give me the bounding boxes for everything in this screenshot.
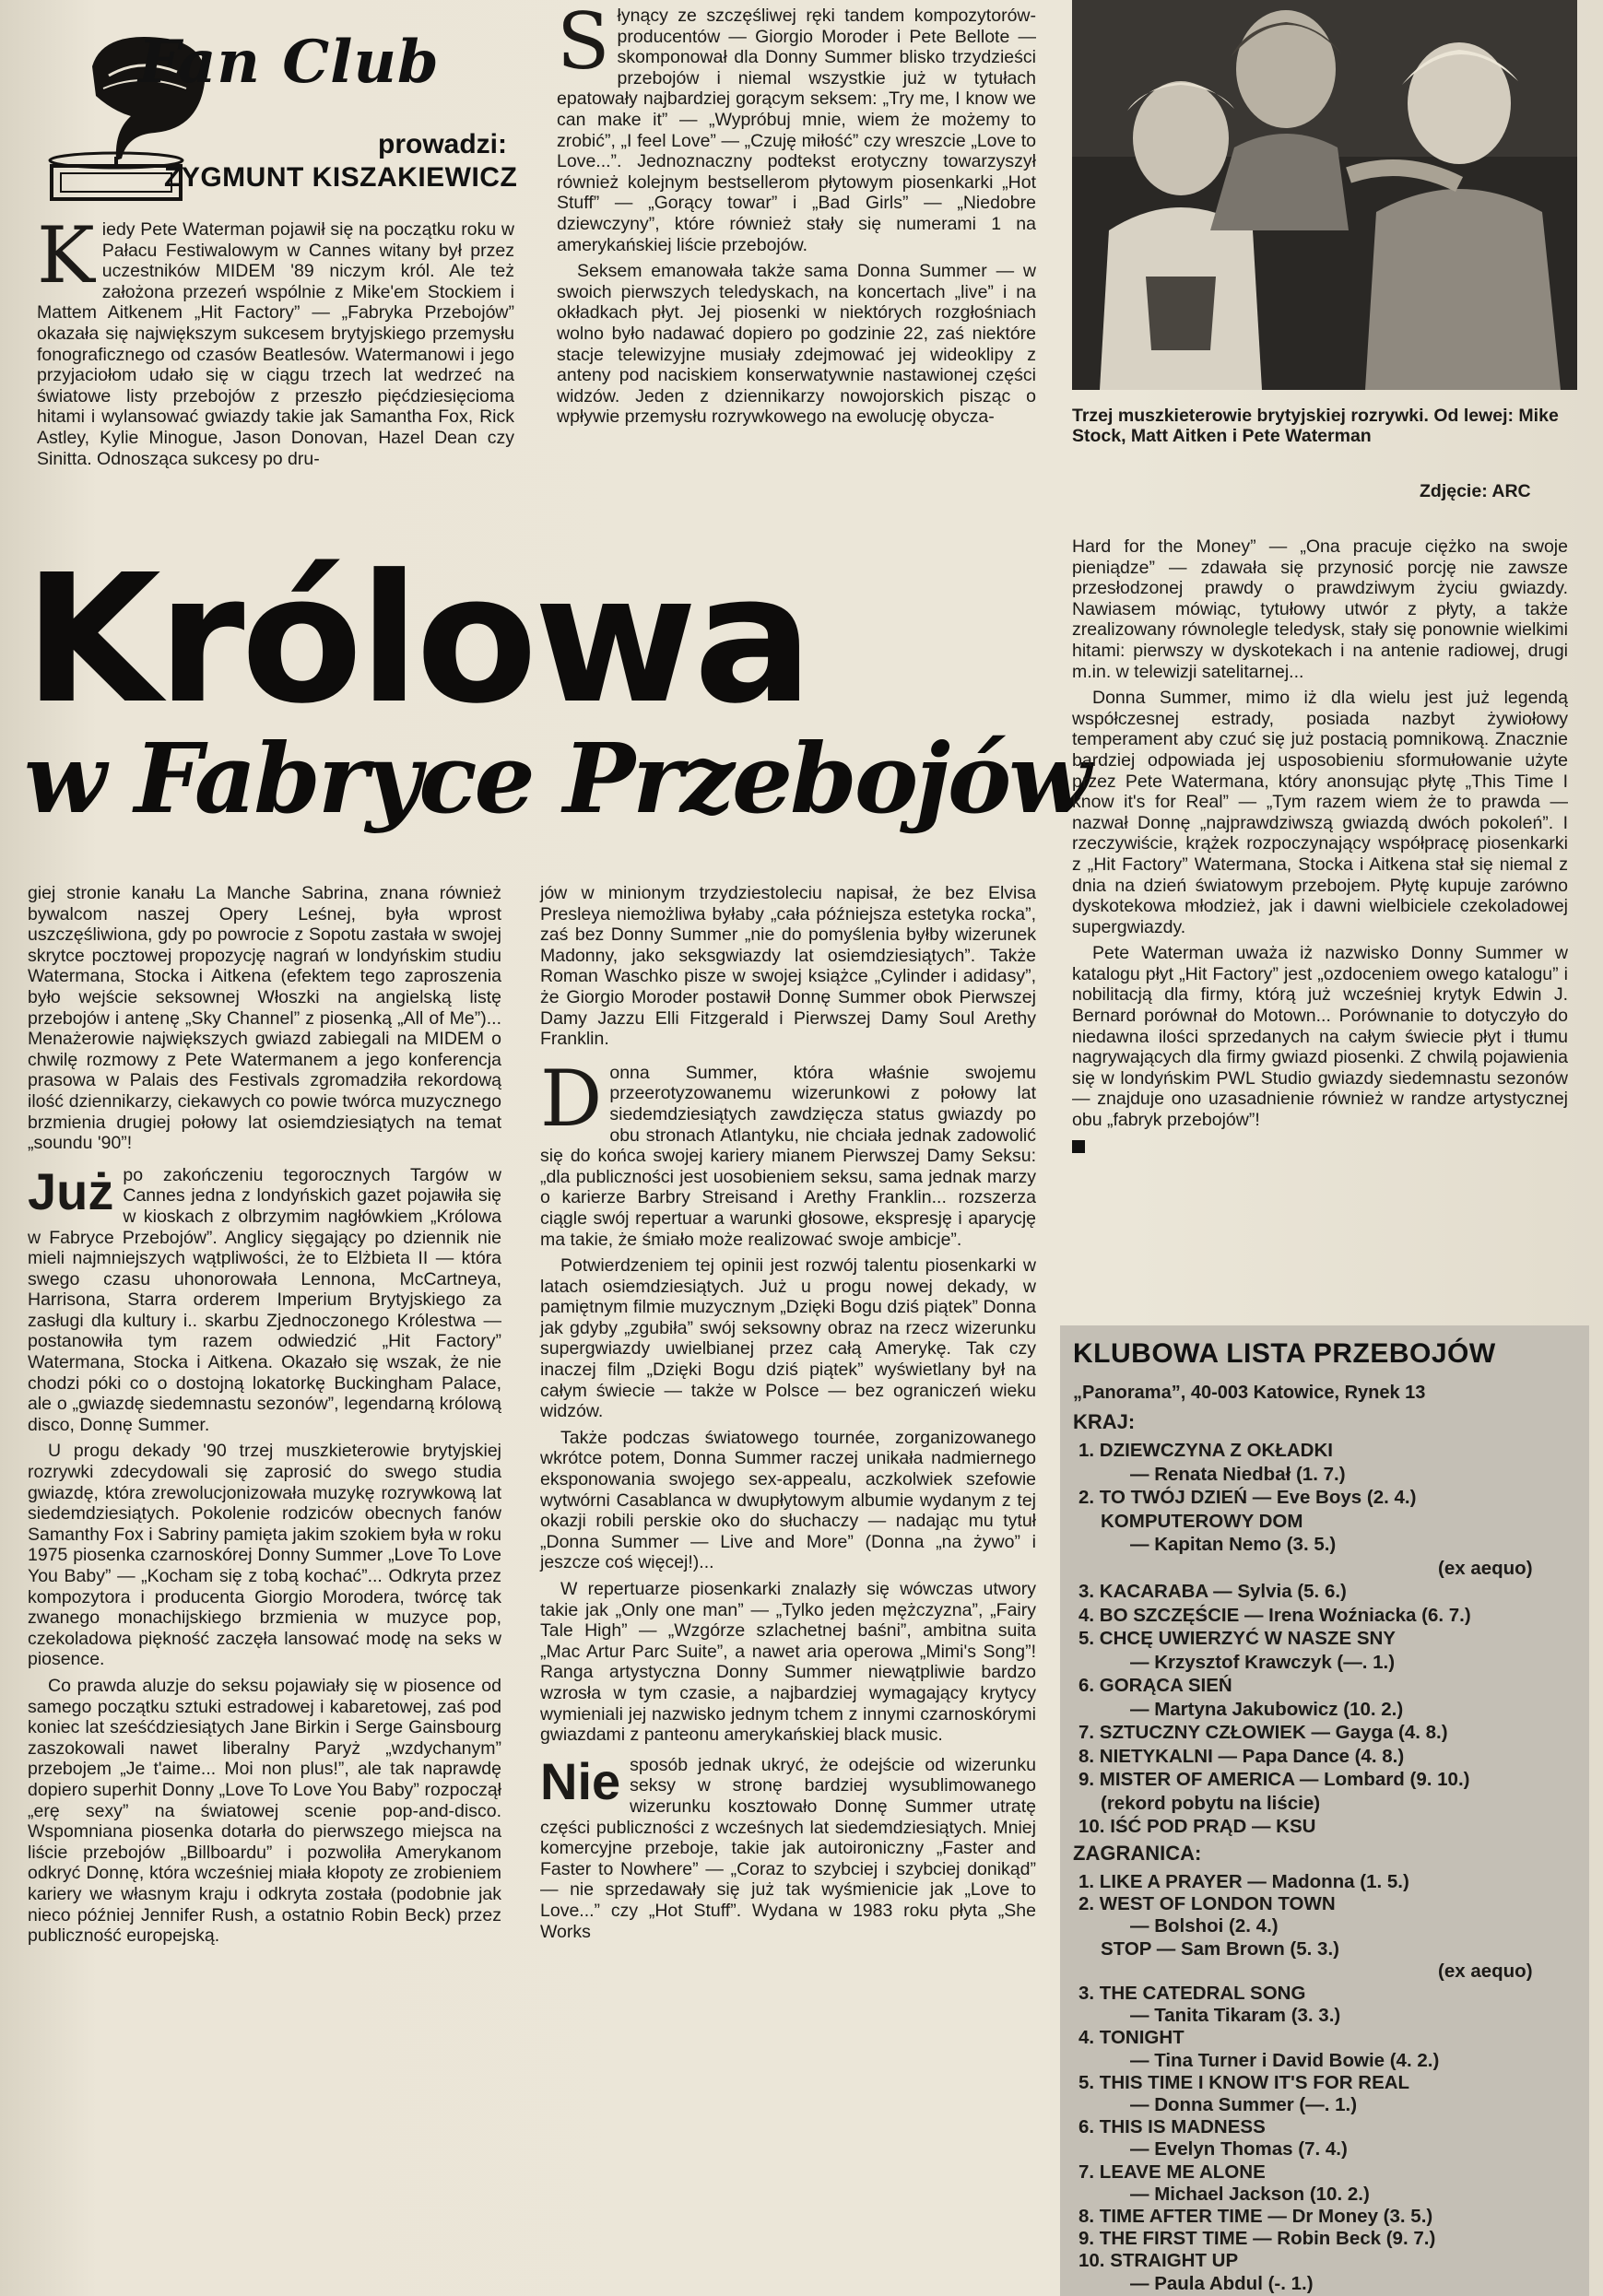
domestic-line: 5. CHCĘ UWIERZYĆ W NASZE SNY [1078, 1628, 1396, 1649]
domestic-line: — Kapitan Nemo (3. 5.) [1130, 1534, 1337, 1555]
col2-dropcap: S [557, 0, 610, 87]
b2-dropcap-2: Nie [540, 1751, 621, 1810]
foreign-line: — Donna Summer (—. 1.) [1130, 2094, 1358, 2115]
foreign-line: 7. LEAVE ME ALONE [1078, 2161, 1266, 2183]
b1-p3: U progu dekady '90 trzej muszkieterowie brytyjskiej rozrywki zdecydowali się zaprosić do swego studia gwiazdę, która zrewolucjonizowała muzykę rozrywkową lat siedemdziesiątych. Pokolenie rodziców obecnych fanów Samanthy Fox i Sabriny pamięta jakim szokiem była w roku 1975 piosenka czarnoskórej Donny Summer „Love To Love You Baby” — „Kocham się z tobą kochać”... Odkryta przez kompozytora i producenta Giorgio Morodera, twórcę tak zwanego monachijskiego brzmienia w muzyce pop, czekoladowa piękność zaczęła lansować modę na seks w piosence. [28, 1441, 501, 1670]
foreign-line: 8. TIME AFTER TIME — Dr Money (3. 5.) [1078, 2206, 1433, 2227]
b2-p5: W repertuarze piosenkarki znalazły się wówczas utwory takie jak „Only one man” — „Tylko jeden mężczyzna”, „Fairy Tale High” — „Wzgórze szlachetnej baśni”, ambitna suita „Mac Artur Parc Suite”, a nawet aria operowa „Mimi's Song”! Ranga artystyczna Donny Summer niewątpliwie bardzo wzrosła w tym czasie, a najbardziej wymagający krytycy wymieniali jej nazwisko jednym tchem z innymi czarnoskórymi gwiazdami z panteonu amerykańskiej black music. [540, 1579, 1036, 1746]
b1-dropcap: Już [28, 1161, 114, 1220]
col3-p2: Donna Summer, mimo iż dla wielu jest już legendą współczesnej estrady, posiada nazbyt żywiołowy temperament aby czuć się już postacią pomnikową. Znacznie bardziej odpowiada jej usposobieniu sformułowanie użyte przez Pete Watermana, który anonsując płytę „This Time I know it's for Real” — „Tym razem wiem że to prawda — nazwał Donnę „najprawdziwszą gwiazdą dwóch pokoleń”. I rzeczywiście, krążek rozpoczynający współpracę piosenkarki z „Hit Factory” Watermana, Stocka i Aitkena stał się niemal z dnia na dzień światowym przebojem. Płytę kupuje zarówno dyskotekowa młodzież, jak i dawni wielbiciele czekoladowej supergwiazdy. [1072, 688, 1568, 937]
foreign-line: — Tanita Tikaram (3. 3.) [1130, 2005, 1341, 2027]
b2-p6: sposób jednak ukryć, że odejście od wizerunku seksy w stronę bardziej wysublimowanego wizerunku kosztowało Donnę Summer utratę części publiczności z wcześnych lat siedemdziesiątych. Mniej komercyjne przeboje, takie jak autoironiczny „Faster and Faster to Nowhere” — „Coraz to szybciej i szybciej donikąd” — nie sprzedawały się już tak wyśmienicie jak „Love to Love...” czy „Hot Stuff”. Wydana w 1983 roku płyta „She Works [540, 1754, 1036, 1942]
top-column-2 [557, 0, 1036, 433]
chart-box [1060, 1325, 1589, 2296]
chart-foreign-label: ZAGRANICA: [1073, 1842, 1202, 1865]
foreign-line: — Michael Jackson (10. 2.) [1130, 2183, 1370, 2205]
chart-title: KLUBOWA LISTA PRZEBOJÓW [1073, 1338, 1496, 1369]
chart-domestic-label: KRAJ: [1073, 1410, 1136, 1433]
foreign-line: 9. THE FIRST TIME — Robin Beck (9. 7.) [1078, 2228, 1436, 2250]
article-subtitle: w Fabryce Przebojów [24, 722, 1089, 835]
foreign-line: 2. WEST OF LONDON TOWN [1078, 1893, 1336, 1915]
foreign-line: 1. LIKE A PRAYER — Madonna (1. 5.) [1078, 1871, 1409, 1892]
bottom-column-1 [28, 883, 501, 1952]
foreign-line: 3. THE CATEDRAL SONG [1078, 1983, 1306, 2004]
b2-p2: onna Summer, która właśnie swojemu przeerotyzowanemu wizerunkowi z połowy lat siedemdziesiątych zawdzięcza status gwiazdy po obu stronach Atlantyku, nie chciała jednak zadowolić się do końca swojej kariery mianem Pierwszej Damy Seksu: „dla publiczności jest uosobieniem seksu, sama jednak marzy o karierze Barbry Streisand i Arethy Franklin... rozszerza ciągle swój repertuar a warunki głosowe, ekspresję i aparycję ma takie, że śmiało może realizować swoje ambicje”. [540, 1062, 1036, 1250]
foreign-line: — Tina Turner i David Bowie (4. 2.) [1130, 2049, 1440, 2071]
b1-p2: po zakończeniu tegorocznych Targów w Cannes jedna z londyńskich gazet pojawiła się w kioskach z olbrzymim nagłówkiem „Królowa w Fabryce Przebojów”. Anglicy sięgający po dziennik nie mieli najmniejszych wątpliwości, że to Elżbieta II — która swego czasu uhonorowała Lennona, McCartneya, Harrisona, Starra orderem Imperium Brytyjskiego za zasługi dla kultury i.. skarbu Zjednoczonego Królestwa — postanowiła tym razem odwiedzić „Hit Factory” Watermana, Stocka i Aitkena. Okazało się wszak, że nie chodzi póki co o dostojną lokatorkę Buckingham Palace, ale o „gwiazdę siedemnastu sezonów”, legendarną królową disco, Donnę Summer. [28, 1164, 501, 1435]
domestic-line: 6. GORĄCA SIEŃ [1078, 1675, 1232, 1696]
foreign-line: 4. TONIGHT [1078, 2027, 1185, 2049]
domestic-line: 7. SZTUCZNY CZŁOWIEK — Gayga (4. 8.) [1078, 1722, 1448, 1743]
b2-p1: jów w minionym trzydziestoleciu napisał, że bez Elvisa Presleya niemożliwa byłaby „cała późniejsza estetyka rocka”, zaś bez Donny Summer „nie do pomyślenia byłby wizerunek Madonny, jako seksgwiazdy lat osiemdziesiątych”. Także Roman Waschko pisze w swojej książce „Cylinder i adidasy”, że Giorgio Moroder postawił Donnę Summer obok Pierwszej Damy Jazzu Elli Fitzgerald i Pierwszej Damy Soul Arethy Franklin. [540, 883, 1036, 1050]
domestic-line: 4. BO SZCZĘŚCIE — Irena Woźniacka (6. 7.) [1078, 1604, 1471, 1626]
host-name: ZYGMUNT KISZAKIEWICZ [164, 162, 518, 193]
domestic-line: 1. DZIEWCZYNA Z OKŁADKI [1078, 1440, 1333, 1461]
photo-three-musketeers [1072, 0, 1577, 390]
foreign-line: 6. THIS IS MADNESS [1078, 2116, 1266, 2138]
domestic-line: 2. TO TWÓJ DZIEŃ — Eve Boys (2. 4.) [1078, 1487, 1417, 1508]
domestic-line: 3. KACARABA — Sylvia (5. 6.) [1078, 1581, 1347, 1602]
group-photo-image [1072, 0, 1577, 390]
domestic-line: — Renata Niedbał (1. 7.) [1130, 1463, 1346, 1485]
end-mark [1072, 1140, 1085, 1153]
b2-dropcap: D [540, 1053, 603, 1144]
foreign-line: STOP — Sam Brown (5. 3.) [1101, 1937, 1339, 1960]
domestic-line: (ex aequo) [1438, 1557, 1533, 1579]
domestic-line: — Krzysztof Krawczyk (—. 1.) [1130, 1651, 1396, 1673]
b1-p4: Co prawda aluzje do seksu pojawiały się w piosence od samego początku sztuki estradowej i kabaretowej, zaś pod koniec lat sześćdziesiątych Jane Birkin i Serge Gainsbourg zaszokowali nawet liberalny Paryż „wzdychanym” przebojem „Je t'aime... Moi non plus!”, ale tak naprawdę dopiero superhit Donny „Love To Love You Baby” rozpoczął „erę sexy” na światowej scenie pop-and-disco. Wspomniana piosenka dotarła do pierwszego miejsca na liście przebojów „Billboardu” i pozwoliła Amerykanom odkryć Donnę, która wcześniej miała kłopoty ze zrobieniem kariery we własnym kraju i odkryta została (podobnie jak nieco później Jennifer Rush, a ostatnio Robin Beck) przez publiczność europejską. [28, 1675, 501, 1947]
bottom-column-2 [540, 883, 1036, 1948]
col2-text-b: Seksem emanowała także sama Donna Summer — w swoich pierwszych teledyskach, na koncertach „live” i na okładkach płyt. Jej piosenki w niektórych rozgłośniach wolno było nadawać dopiero po godzinie 22, zaś niektóre stacje telewizyjne musiały zdejmować jej wideoklipy z anteny pod naciskiem konserwatywnie nastawionej części widzów. Jeden z dziennikarzy nowojorskich pisząc o wpływie przemysłu rozrywkowego na ewolucję obycza- [557, 261, 1036, 428]
col2-text-a: łynący ze szczęśliwej ręki tandem kompozytorów-producentów — Giorgio Moroder i Pete Bellote — skomponował dla Donny Summer blisko trzydzieści przebojów i niemal wszystkie już w tytułach epatowały najbardziej gorącym seksem: „Try me, I know we can make it” — „Wypróbuj mnie, wiem że możemy to zrobić”, „I feel Love” — „Czuję miłość” czy wreszcie „Love to Love...”. Jednoznaczny podtekst erotyczny towarzyszył również kolejnym bestsellerom płytowym piosenkarki „Hot Stuff” — „Gorący towar” i „Bad Girls” — „Niedobre dziewczyny”, które również stały się numerami 1 na amerykańskiej liście przebojów. [557, 6, 1036, 255]
domestic-line: 9. MISTER OF AMERICA — Lombard (9. 10.) [1078, 1769, 1470, 1790]
b2-p4: Także podczas światowego tournée, zorganizowanego wkrótce potem, Donna Summer raczej unikała nadmiernego eksponowania swojego sex-appealu, aczkolwiek szefowie wytwórni Casablanca w dwupłytowym albumie wydanym z tej okazji robili perskie oko do słuchaczy — nadając mu tytuł „Donna Summer — Live and More” (Donna „na żywo” i jeszcze coś więcej!)... [540, 1427, 1036, 1573]
domestic-line: 8. NIETYKALNI — Papa Dance (4. 8.) [1078, 1745, 1405, 1767]
b1-p1: giej stronie kanału La Manche Sabrina, znana również bywalcom naszej Opery Leśnej, była wprost uszczęśliwiona, gdy po powrocie z Sopotu zastała w swojej skrytce pocztowej propozycję nagrań w londyńskim studiu Watermana, Stocka i Aitkena (efektem tego zaproszenia było wejście seksownej Włoszki na angielską listę przebojów i antenę „Sky Channel” z piosenką „All of Me”)... Menażerowie największych gwiazd zabiegali na MIDEM o chwilę rozmowy z Pete Watermanem a jego konferencja prasowa w Palais des Festivals zgromadziła rekordową ilość dziennikarzy, ciekawych co powie twórca muzycznego brzmienia drugiej połowy lat osiemdziesiątych na temat „soundu '90”! [28, 883, 501, 1154]
foreign-line: — Paula Abdul (-. 1.) [1130, 2272, 1314, 2294]
domestic-line: 10. IŚĆ POD PRĄD — KSU [1078, 1816, 1316, 1837]
chart-address: „Panorama”, 40-003 Katowice, Rynek 13 [1073, 1383, 1426, 1403]
foreign-line: — Bolshoi (2. 4.) [1130, 1915, 1279, 1937]
domestic-line: KOMPUTEROWY DOM [1101, 1510, 1303, 1532]
foreign-line: 5. THIS TIME I KNOW IT'S FOR REAL [1078, 2071, 1410, 2093]
b2-p3: Potwierdzeniem tej opinii jest rozwój talentu piosenkarki w latach osiemdziesiątych. Już u progu nowej dekady, w pamiętnym filmie muzycznym „Dzięki Bogu dziś piątek” Donna jak gdyby „zgubiła” swój seksowny obraz na rzecz wizerunku supergwiazdy uwielbianej przez całą Amerykę. Tak czy inaczej film „Dzięki Bogu dziś piątek” wyświetlany był na całym świecie — także w Polsce — bez ograniczeń wieku widzów. [540, 1255, 1036, 1422]
right-column [1072, 536, 1568, 1157]
foreign-line: 10. STRAIGHT UP [1078, 2250, 1239, 2272]
intro-text: iedy Pete Waterman pojawił się na początku roku w Pałacu Festiwalowym w Cannes witany był przez uczestników MIDEM '89 niczym król. Ale też założona przezeń wspólnie z Mike'em Stockiem i Mattem Aitkenem „Hit Factory” — „Fabryka Przebojów” okazała się największym sukcesem brytyjskiego przemysłu fonograficznego od czasów Beatlesów. Watermanowi i jego przyjaciołom udało się w ciągu trzech lat wedrzeć na światowe listy przebojów z przeszło pięćdziesięcioma hitami i wylansować gwiazdy takie jak Samantha Fox, Rick Astley, Kylie Minogue, Jason Donovan, Hazel Dean czy Sinitta. Odnosząca sukcesy po dru- [37, 219, 514, 469]
intro-dropcap: K [37, 210, 95, 300]
photo-credit: Zdjęcie: ARC [1420, 481, 1531, 501]
intro-column [37, 210, 514, 475]
col3-p1: Hard for the Money” — „Ona pracuje ciężko na swoje pieniądze” — zdawała się przynosić porcję nie zawsze przesłodzonej prawdy o prawdziwym życiu gwiazdy. Nawiasem mówiąc, tytułowy utwór z płyty, a także zrealizowany równolegle teledysk, stały się ponownie wielkimi hitami: pierwszy w dyskotekach i na antenie radiowej, drugi m.in. w telewizji satelitarnej... [1072, 536, 1568, 682]
host-label: prowadzi: [378, 129, 507, 159]
foreign-line: — Evelyn Thomas (7. 4.) [1130, 2138, 1348, 2161]
domestic-line: — Martyna Jakubowicz (10. 2.) [1130, 1698, 1404, 1720]
article-title: Królowa [24, 537, 810, 743]
rubric-title: Fan Club [138, 28, 440, 97]
domestic-line: (rekord pobytu na liście) [1101, 1792, 1321, 1814]
photo-caption: Trzej muszkieterowie brytyjskiej rozrywki. Od lewej: Mike Stock, Matt Aitken i Pete Waterman [1072, 406, 1559, 446]
foreign-line: (ex aequo) [1438, 1960, 1533, 1982]
col3-p3: Pete Waterman uważa iż nazwisko Donny Summer w katalogu płyt „Hit Factory” jest „ozdoceniem owego katalogu” i nobilitacją dla firmy, którą już wcześniej krytyk Edwin J. Bernard porównał do Motown... Porównanie to dotyczyło do niedawna ilości sprzedanych na całym świecie płyt i tłumu nagrywających dla firmy gwiazd piosenki. Z chwilą pojawienia się w londyńskim PWL Studio gwiazdy siedemnastu sezonów — znajduje ono uzasadnienie również w randze artystycznej obu „fabryk przebojów”! [1072, 943, 1568, 1131]
